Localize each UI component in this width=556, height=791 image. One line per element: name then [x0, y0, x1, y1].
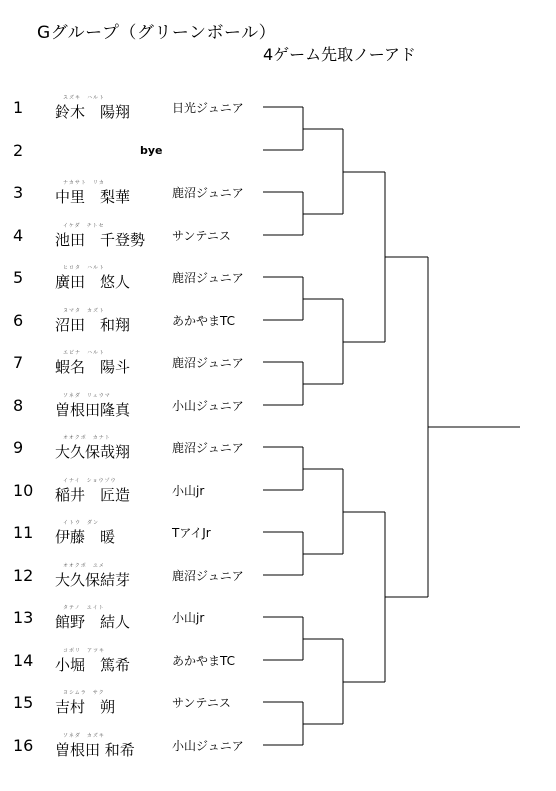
player-name-text: 池田 千登勢	[55, 230, 146, 249]
seed-number: 8	[13, 395, 24, 415]
player-club: 小山jr	[172, 611, 205, 625]
player-club: サンテニス	[172, 696, 231, 710]
seed-number: 12	[13, 565, 34, 585]
seed-number: 10	[13, 480, 34, 500]
player-name-text: 小堀 篤希	[55, 655, 131, 674]
player-club: 鹿沼ジュニア	[172, 441, 244, 455]
seed-number: 4	[13, 225, 24, 245]
player-club: 鹿沼ジュニア	[172, 271, 244, 285]
player-club: 小山ジュニア	[172, 398, 244, 413]
seed-number: 11	[13, 523, 34, 542]
player-furigana: ヒロタ ハルト	[63, 265, 106, 271]
player-club: サンテニス	[172, 228, 231, 243]
player-name-text: 吉村 朔	[55, 698, 116, 716]
seed-number: 9	[13, 438, 24, 457]
player-furigana: オオクボ カナト	[63, 435, 111, 441]
player-club: 鹿沼ジュニア	[172, 186, 244, 200]
player-club: 日光ジュニア	[172, 101, 244, 115]
seed-number: 14	[13, 650, 34, 670]
seed-number: 5	[13, 268, 24, 287]
seed-number: 13	[13, 608, 34, 627]
player-furigana: オオクボ ユメ	[63, 562, 105, 569]
player-name-text: 稲井 匠造	[55, 485, 131, 504]
player-name-text: 大久保哉翔	[55, 443, 131, 461]
player-name-text: 館野 結人	[55, 613, 131, 631]
player-club: TアイJr	[172, 526, 211, 540]
player-name-text: 廣田 悠人	[55, 273, 131, 291]
player-furigana: ナカサト リカ	[63, 180, 105, 186]
player-name-text: 曽根田隆真	[55, 400, 131, 419]
player-name-text: 伊藤 暖	[55, 528, 116, 546]
player-name-text: 大久保結芽	[55, 570, 131, 589]
player-furigana: イケダ チトセ	[63, 222, 105, 229]
player-name-text: 沼田 和翔	[55, 315, 131, 334]
player-furigana: エビナ ハルト	[63, 350, 106, 356]
bye-label: bye	[140, 143, 163, 157]
seed-number: 16	[13, 735, 34, 755]
player-club: 鹿沼ジュニア	[172, 356, 244, 370]
player-club: 小山jr	[172, 483, 205, 498]
player-furigana: スズキ ハルト	[63, 95, 106, 101]
player-furigana: イナイ ショウゾウ	[63, 477, 117, 484]
seed-number: 1	[13, 98, 24, 117]
player-name-text: 中里 梨華	[55, 188, 131, 206]
player-name-text: 鈴木 陽翔	[55, 103, 131, 121]
seed-number: 15	[13, 693, 34, 712]
seed-number: 6	[13, 310, 24, 330]
player-furigana: イトウ ダン	[63, 520, 100, 526]
player-club: あかやまTC	[172, 653, 236, 668]
seed-number: 7	[13, 353, 24, 372]
player-furigana: コボリ アツキ	[63, 647, 106, 654]
seed-number: 2	[13, 140, 24, 160]
player-name-text: 曽根田 和希	[55, 740, 135, 759]
player-furigana: ヌマタ カズト	[63, 307, 106, 314]
page-title: Gグループ（グリーンボール）	[37, 23, 277, 43]
player-club: あかやまTC	[172, 313, 236, 328]
player-name-text: 蝦名 陽斗	[55, 358, 131, 376]
player-furigana: ヨシムラ サク	[63, 690, 105, 696]
match-format-subtitle: 4ゲーム先取ノーアド	[263, 45, 416, 64]
player-furigana: ソネダ リュウマ	[63, 392, 111, 399]
player-club: 小山ジュニア	[172, 738, 244, 753]
player-club: 鹿沼ジュニア	[172, 568, 244, 583]
seed-number: 3	[13, 183, 24, 202]
player-furigana: ソネダ カズキ	[63, 732, 105, 739]
player-furigana: タテノ ユイト	[63, 605, 105, 611]
